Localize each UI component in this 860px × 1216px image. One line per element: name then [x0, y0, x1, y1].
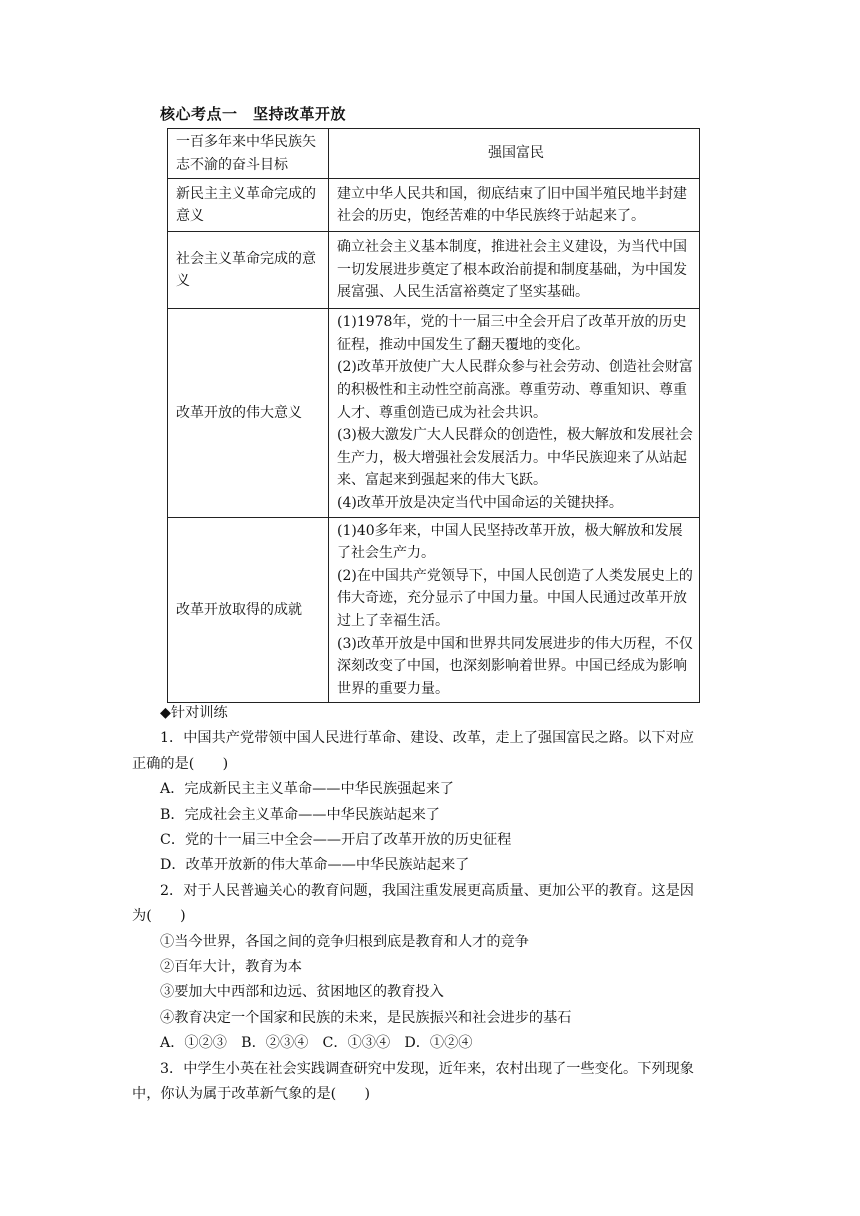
question-2-item: ④教育决定一个国家和民族的未来，是民族振兴和社会进步的基石 — [160, 1009, 572, 1026]
row-label: 改革开放的伟大意义 — [168, 309, 329, 517]
section-title: 核心考点一 坚持改革开放 — [160, 105, 347, 123]
table-row — [168, 179, 700, 232]
point-item: (3)改革开放是中国和世界共同发展进步的伟大历程，不仅深刻改变了中国，也深刻影响着世界。中国已经成为影响世界的重要力量。 — [337, 635, 693, 697]
question-2-item: ②百年大计，教育为本 — [160, 959, 302, 976]
table-row — [168, 309, 700, 517]
point-item: (3)极大激发广大人民群众的创造性，极大解放和发展社会生产力，极大增强社会发展活力。中华民族迎来了从站起来、富起来到强起来的伟大飞跃。 — [337, 427, 693, 489]
question-1-option-d: D．改革开放新的伟大革命——中华民族站起来了 — [160, 857, 470, 874]
training-header: ◆针对训练 — [160, 705, 228, 721]
question-1-option-c: C．党的十一届三中全会——开启了改革开放的历史征程 — [160, 832, 512, 849]
table-row — [168, 232, 700, 309]
key-points-table — [167, 128, 700, 703]
question-1-stem: 1．中国共产党带领中国人民进行革命、建设、改革，走上了强国富民之路。以下对应正确的是( ) — [132, 730, 694, 772]
row-value: 建立中华人民共和国，彻底结束了旧中国半殖民地半封建社会的历史，饱经苦难的中华民族终于站起来了。 — [329, 179, 700, 232]
question-3-stem: 3．中学生小英在社会实践调查研究中发现，近年来，农村出现了一些变化。下列现象中，你认为属于改革新气象的是( ) — [132, 1060, 694, 1103]
point-item: (2)改革开放使广大人民群众参与社会劳动、创造社会财富的积极性和主动性空前高涨。尊重劳动、尊重知识、尊重人才、尊重创造已成为社会共识。 — [337, 359, 693, 421]
point-item: (1)1978年，党的十一届三中全会开启了改革开放的历史征程，推动中国发生了翻天覆地的变化。 — [337, 314, 687, 353]
question-2-options: A．①②③ B．②③④ C．①③④ D．①②④ — [160, 1035, 473, 1052]
point-item: (4)改革开放是决定当代中国命运的关键抉择。 — [337, 494, 623, 511]
table-row — [168, 517, 700, 703]
row-label: 一百多年来中华民族矢志不渝的奋斗目标 — [168, 129, 329, 179]
question-1-option-b: B．完成社会主义革命——中华民族站起来了 — [160, 806, 440, 823]
question-2-stem: 2．对于人民普遍关心的教育问题，我国注重发展更高质量、更加公平的教育。这是因为( ) — [132, 882, 694, 925]
training-section — [132, 701, 702, 1108]
row-value — [329, 517, 700, 703]
row-label: 改革开放取得的成就 — [168, 517, 329, 703]
point-item: (1)40多年来，中国人民坚持改革开放，极大解放和发展了社会生产力。 — [337, 522, 683, 562]
row-value: 强国富民 — [329, 129, 700, 179]
point-item: (2)在中国共产党领导下，中国人民创造了人类发展史上的伟大奇迹，充分显示了中国力量。中国人民通过改革开放过上了幸福生活。 — [337, 567, 693, 629]
question-1-option-a: A．完成新民主主义革命——中华民族强起来了 — [160, 781, 454, 798]
question-2-item: ③要加大中西部和边远、贫困地区的教育投入 — [160, 984, 444, 1001]
row-value — [329, 309, 700, 517]
table-row — [168, 129, 700, 179]
question-2-item: ①当今世界，各国之间的竞争归根到底是教育和人才的竞争 — [160, 933, 529, 950]
row-label: 社会主义革命完成的意义 — [168, 232, 329, 309]
row-label: 新民主主义革命完成的意义 — [168, 179, 329, 232]
row-value: 确立社会主义基本制度，推进社会主义建设，为当代中国一切发展进步奠定了根本政治前提和制度基础，为中国发展富强、人民生活富裕奠定了坚实基础。 — [329, 232, 700, 309]
